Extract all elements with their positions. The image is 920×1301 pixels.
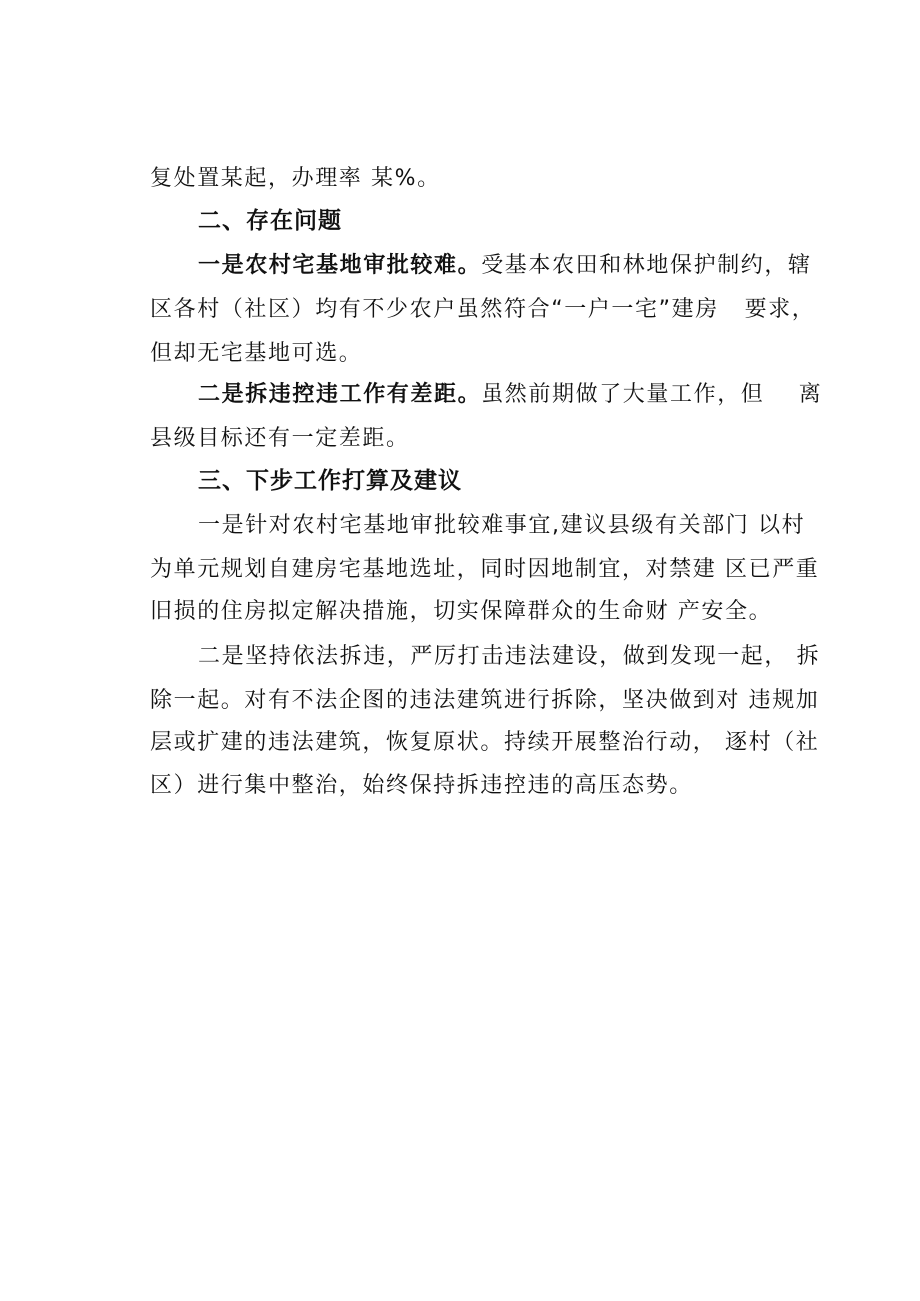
text-line: 二是坚持依法拆违，严厉打击违法建设，做到发现一起， 拆 [198, 644, 821, 669]
text-line: 但却无宅基地可选。 [150, 341, 363, 366]
text-line: 除一起。对有不法企图的违法建筑进行拆除，坚决做到对 违规加 [150, 688, 820, 713]
text-line: 旧损的住房拟定解决措施，切实保障群众的生命财 产安全。 [150, 599, 773, 624]
text-line: 县级目标还有一定差距。 [150, 426, 410, 451]
paragraph-line [150, 765, 810, 807]
text-line: 层或扩建的违法建筑，恢复原状。持续开展整治行动， 逐村（社 [150, 730, 820, 755]
paragraph-continuation [150, 158, 810, 200]
paragraph-suggestion-two [198, 636, 821, 678]
text-line: 一是针对农村宅基地审批较难事宜,建议县级有关部门 以村 [198, 513, 806, 538]
text-line: 虽然前期做了大量工作，但 离 [481, 382, 823, 407]
text-line: 为单元规划自建房宅基地选址，同时因地制宜，对禁建 区已严重 [150, 557, 820, 582]
paragraph-line [150, 289, 816, 331]
heading-text: 二、存在问题 [198, 208, 342, 234]
paragraph-lead: 一是农村宅基地审批较难。 [198, 253, 482, 278]
paragraph-line [150, 549, 820, 591]
paragraph-demolition-gap [198, 374, 823, 416]
text-line: 受基本农田和林地保护制约，辖 [481, 253, 812, 278]
paragraph-line [150, 722, 820, 764]
paragraph-homestead-approval [198, 245, 810, 287]
paragraph-line [150, 418, 810, 460]
paragraph-suggestion-one [198, 505, 810, 547]
text-line: 复处置某起，办理率 某%。 [150, 166, 441, 191]
section-heading-problems [198, 200, 810, 242]
section-heading-next-steps [198, 460, 810, 502]
paragraph-lead: 二是拆违控违工作有差距。 [198, 382, 482, 407]
paragraph-line [150, 680, 820, 722]
paragraph-line [150, 591, 810, 633]
text-line: 区）进行集中整治，始终保持拆违控违的高压态势。 [150, 773, 693, 798]
heading-text: 三、下步工作打算及建议 [198, 468, 462, 494]
text-line: 区各村（社区）均有不少农户虽然符合“一户一宅”建房 要求， [150, 297, 816, 322]
paragraph-line [150, 333, 810, 375]
